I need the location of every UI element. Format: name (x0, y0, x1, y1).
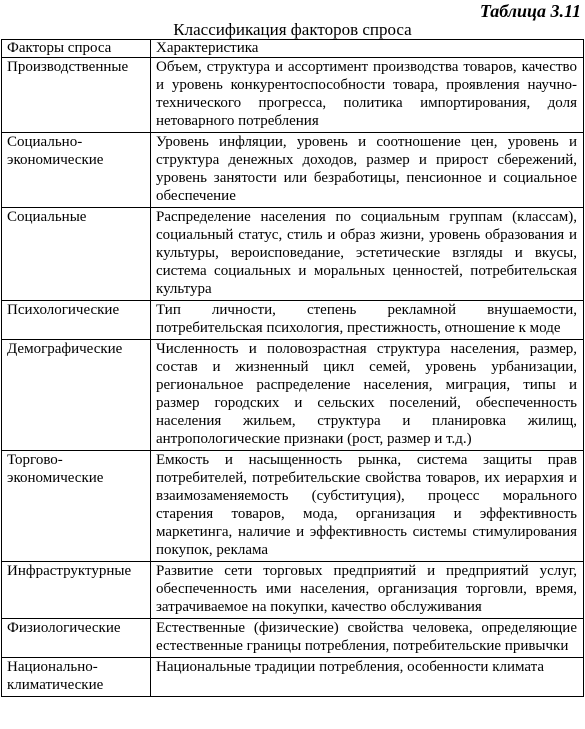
table-row (2, 619, 584, 658)
description-cell: Национальные традиции потребления, особенности климата (151, 658, 584, 697)
description-cell: Емкость и насыщенность рынка, система защиты прав потребителей, потребительские свойства товаров, их иерархия и взаимозаменяемость (субституция), процесс морального старения товаров, мода, организация и эффективность маркетинга, наличие и эффективность системы стимулирования покупок, реклама (151, 451, 584, 562)
description-cell: Тип личности, степень рекламной внушаемости, потребительская психология, престижность, отношение к моде (151, 301, 584, 340)
table-row (2, 562, 584, 619)
factor-cell: Психологические (2, 301, 151, 340)
description-cell: Развитие сети торговых предприятий и предприятий услуг, обеспеченность ими населения, организация торговли, время, затрачиваемое на покупки, качество обслуживания (151, 562, 584, 619)
header-row (2, 40, 584, 58)
column-header-factor: Факторы спроса (2, 40, 151, 58)
description-cell: Уровень инфляции, уровень и соотношение цен, уровень и структура денежных доходов, размер и прирост сбережений, уровень занятости или безработицы, пенсионное и социальное обеспечение (151, 133, 584, 208)
factor-cell: Производственные (2, 58, 151, 133)
factor-cell: Национально-климатические (2, 658, 151, 697)
table-row (2, 58, 584, 133)
table-row (2, 451, 584, 562)
factor-cell: Социально-экономические (2, 133, 151, 208)
description-cell: Численность и половозрастная структура населения, размер, состав и жизненный цикл семей, уровень урбанизации, региональное распределение населения, миграция, типы и размер городских и сельских поселений, обеспеченность населения жильем, структура и планировка жилищ, антропологические признаки (рост, размер и т.д.) (151, 340, 584, 451)
description-cell: Объем, структура и ассортимент производства товаров, качество и уровень конкурентоспособности товара, проявления научно-технического прогресса, политика импортирования, доля нетоварного потребления (151, 58, 584, 133)
table-row (2, 208, 584, 301)
column-header-description: Характеристика (151, 40, 584, 58)
description-cell: Естественные (физические) свойства человека, определяющие естественные границы потребления, потребительские привычки (151, 619, 584, 658)
table-number: Таблица 3.11 (479, 1, 581, 21)
factor-cell: Инфраструктурные (2, 562, 151, 619)
factor-cell: Торгово-экономические (2, 451, 151, 562)
factor-cell: Демографические (2, 340, 151, 451)
table-row (2, 133, 584, 208)
table-row (2, 340, 584, 451)
factor-cell: Физиологические (2, 619, 151, 658)
table-row (2, 301, 584, 340)
table-row (2, 658, 584, 697)
description-cell: Распределение населения по социальным группам (классам), социальный статус, стиль и образ жизни, уровень образования и культуры, вероисповедание, эстетические взгляды и вкусы, система социальных и моральных ценностей, потребительская культура (151, 208, 584, 301)
table-title: Классификация факторов спроса (173, 20, 412, 39)
factor-cell: Социальные (2, 208, 151, 301)
demand-factors-table (1, 39, 584, 697)
